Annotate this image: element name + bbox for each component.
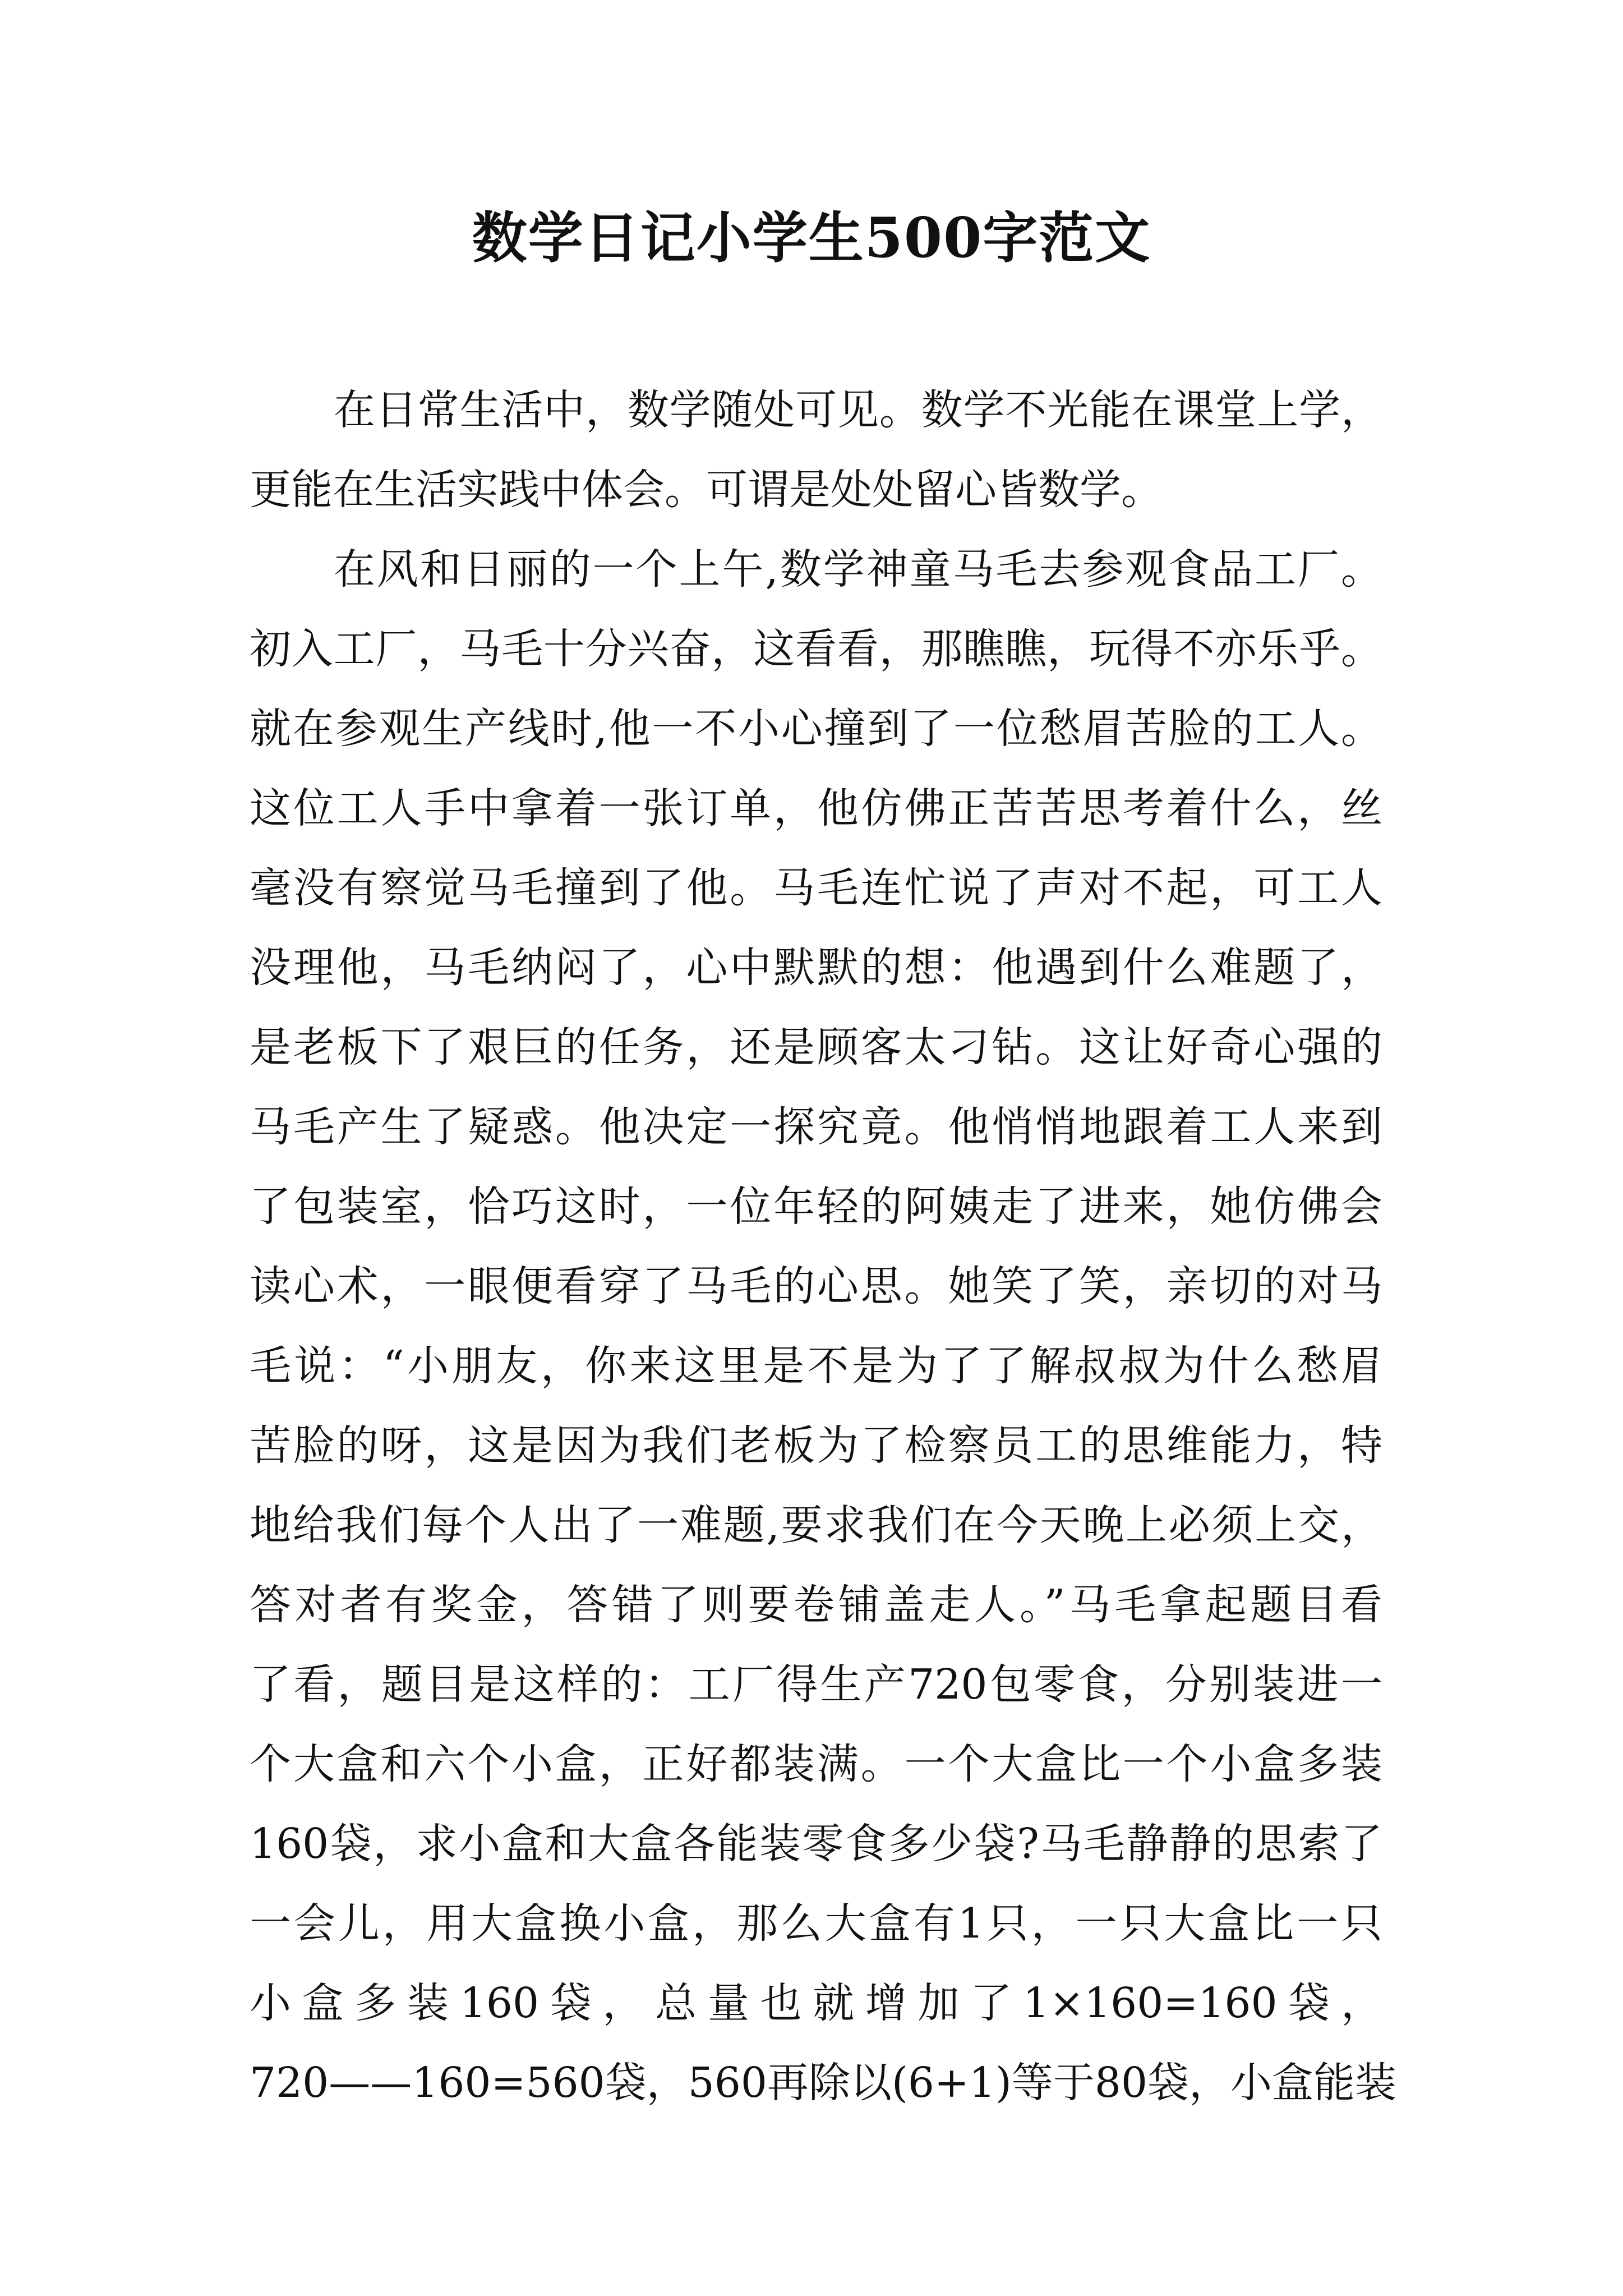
- text-line: 毛说：“小朋友，你来这里是不是为了了解叔叔为什么愁眉: [250, 1342, 1382, 1390]
- text-line: 马毛产生了疑惑。他决定一探究竟。他悄悄地跟着工人来到: [250, 1103, 1382, 1151]
- text-line: 答对者有奖金，答错了则要卷铺盖走人。”马毛拿起题目看: [250, 1581, 1382, 1629]
- text-line: 小盒多装160袋，总量也就增加了1×160=160袋，: [250, 1979, 1382, 2027]
- text-line: 在风和日丽的一个上午,数学神童马毛去参观食品工厂。: [334, 545, 1382, 593]
- text-line: 这位工人手中拿着一张订单，他仿佛正苦苦思考着什么，丝: [250, 784, 1382, 832]
- text-line: 更能在生活实践中体会。可谓是处处留心皆数学。: [250, 466, 1163, 514]
- document-title: 数学日记小学生500字范文: [472, 206, 1151, 270]
- text-line: 个大盒和六个小盒，正好都装满。一个大盒比一个小盒多装: [250, 1740, 1382, 1788]
- text-line: 是老板下了艰巨的任务，还是顾客太刁钻。这让好奇心强的: [250, 1023, 1382, 1071]
- text-line: 了看，题目是这样的：工厂得生产720包零食，分别装进一: [250, 1660, 1382, 1709]
- text-line: 没理他，马毛纳闷了，心中默默的想：他遇到什么难题了，: [250, 944, 1382, 992]
- text-line: 读心术，一眼便看穿了马毛的心思。她笑了笑，亲切的对马: [250, 1262, 1382, 1310]
- text-line: 720——160=560袋，560再除以(6+1)等于80袋，小盒能装: [250, 2059, 1397, 2107]
- text-line: 了包装室，恰巧这时，一位年轻的阿姨走了进来，她仿佛会: [250, 1182, 1382, 1231]
- text-line: 苦脸的呀，这是因为我们老板为了检察员工的思维能力，特: [250, 1421, 1382, 1470]
- text-line: 就在参观生产线时,他一不小心撞到了一位愁眉苦脸的工人。: [250, 705, 1382, 753]
- text-line: 在日常生活中，数学随处可见。数学不光能在课堂上学，: [334, 386, 1382, 434]
- text-line: 一会儿，用大盒换小盒，那么大盒有1只，一只大盒比一只: [250, 1899, 1382, 1948]
- text-line: 毫没有察觉马毛撞到了他。马毛连忙说了声对不起，可工人: [250, 864, 1382, 912]
- text-line: 初入工厂，马毛十分兴奋，这看看，那瞧瞧，玩得不亦乐乎。: [250, 625, 1382, 673]
- text-line: 地给我们每个人出了一难题,要求我们在今天晚上必须上交，: [250, 1501, 1382, 1549]
- text-line: 160袋，求小盒和大盒各能装零食多少袋?马毛静静的思索了: [250, 1820, 1382, 1868]
- document-body: [250, 370, 1397, 2123]
